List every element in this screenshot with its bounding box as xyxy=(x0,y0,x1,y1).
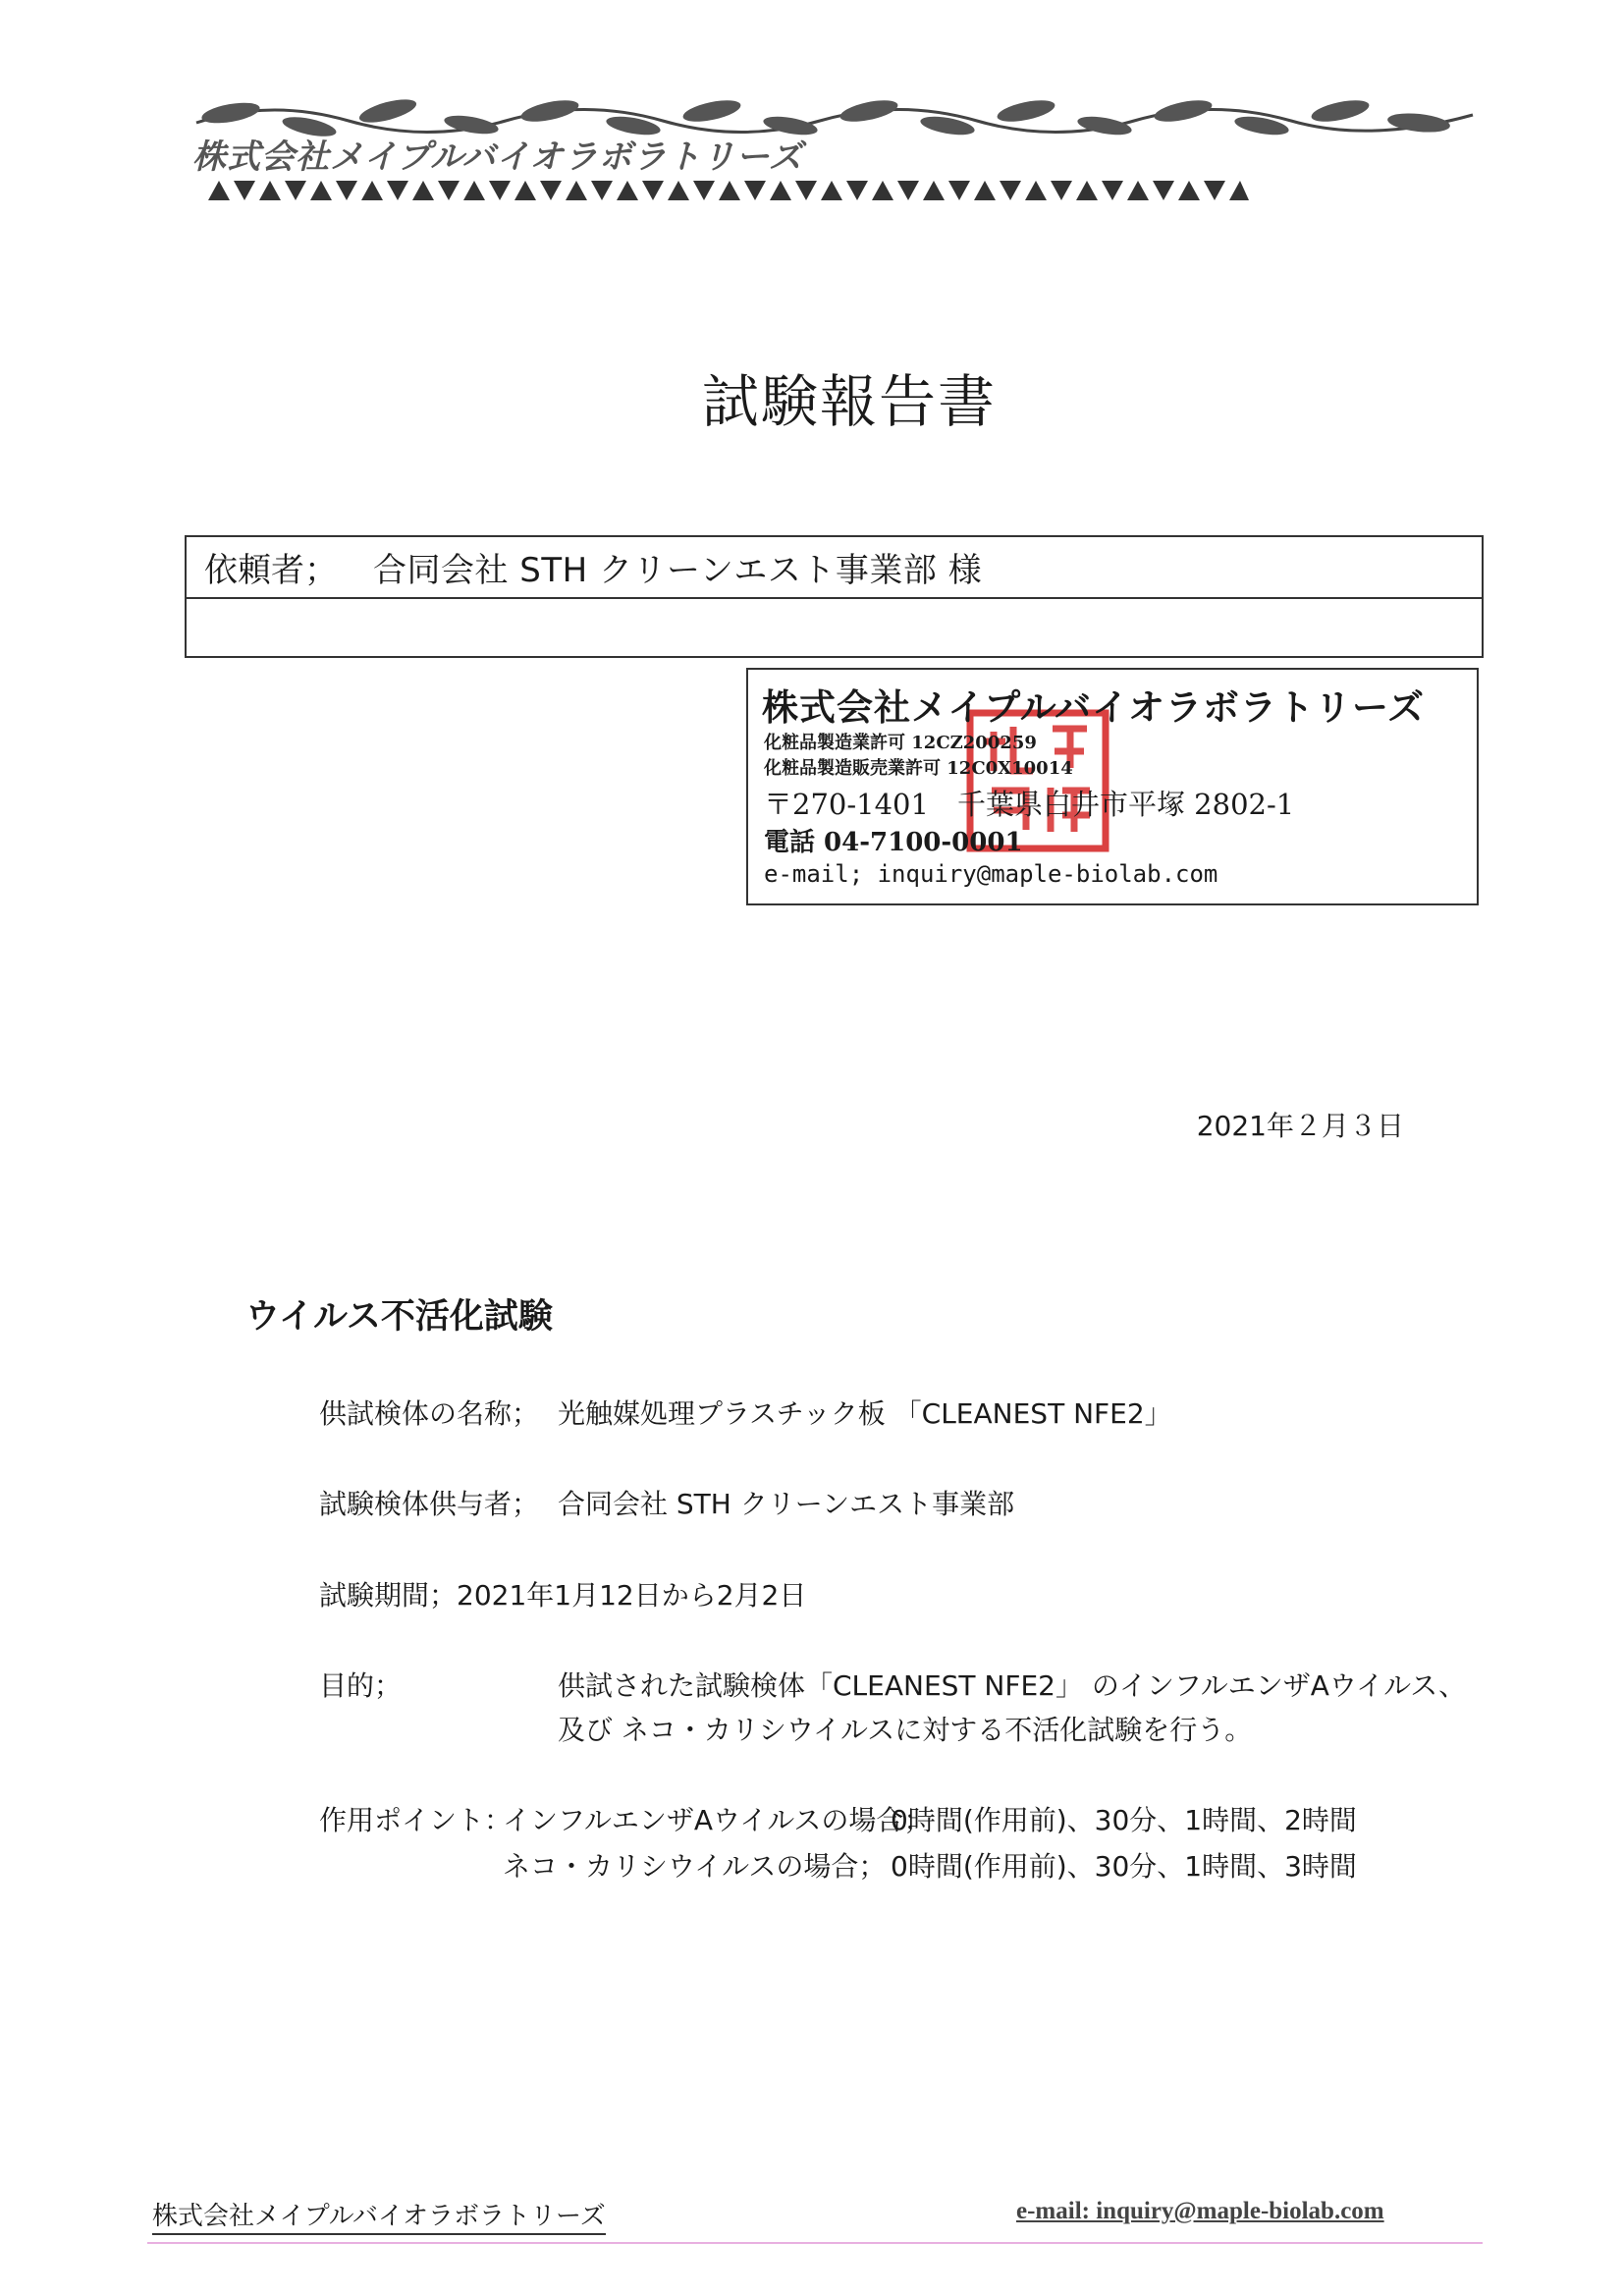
footer-email: e-mail: inquiry@maple-biolab.com xyxy=(1016,2198,1384,2224)
footer-divider xyxy=(147,2242,1483,2244)
sample-supplier-value: 合同会社 STH クリーンエスト事業部 xyxy=(558,1488,1015,1520)
lab-license-manufacturing: 化粧品製造業許可 12CZ200259 xyxy=(764,733,1037,753)
action-points-label: 作用ポイント： xyxy=(319,1804,513,1836)
page-title: 試験報告書 xyxy=(701,368,997,435)
test-period: 試験期間；2021年1月12日から2月2日 xyxy=(319,1579,807,1612)
client-label: 依頼者； xyxy=(204,551,338,590)
purpose-label: 目的； xyxy=(319,1669,403,1702)
lab-address: 〒270-1401 千葉県白井市平塚 2802-1 xyxy=(764,788,1295,821)
purpose-text-line2: 及び ネコ・カリシウイルスに対する不活化試験を行う。 xyxy=(558,1714,1253,1746)
sample-name-label: 供試検体の名称； xyxy=(319,1397,540,1430)
lab-telephone: 電話 04-7100-0001 xyxy=(764,828,1023,857)
lab-email: e-mail; inquiry@maple-biolab.com xyxy=(764,860,1218,888)
calicivirus-case-label: ネコ・カリシウイルスの場合； xyxy=(503,1850,887,1883)
client-value: 合同会社 STH クリーンエスト事業部 様 xyxy=(373,551,983,590)
purpose-text-line1: 供試された試験検体「CLEANEST NFE2」 のインフルエンザAウイルス、 xyxy=(558,1669,1467,1702)
influenza-case-label: インフルエンザAウイルスの場合； xyxy=(503,1804,932,1836)
header-company-name: 株式会社メイプルバイオラボラトリーズ xyxy=(192,137,803,177)
calicivirus-time-points: 0時間(作用前)、30分、1時間、3時間 xyxy=(891,1850,1357,1883)
footer-company-name: 株式会社メイプルバイオラボラトリーズ xyxy=(152,2196,606,2235)
client-box xyxy=(185,535,1484,658)
sample-name-value: 光触媒処理プラスチック板 「CLEANEST NFE2」 xyxy=(558,1397,1172,1430)
sample-supplier-label: 試験検体供与者； xyxy=(319,1488,540,1520)
influenza-time-points: 0時間(作用前)、30分、1時間、2時間 xyxy=(891,1804,1357,1836)
lab-name: 株式会社メイプルバイオラボラトリーズ xyxy=(762,686,1426,729)
lab-info-box xyxy=(746,668,1479,905)
section-title: ウイルス不活化試験 xyxy=(245,1297,553,1337)
header-triangle-border xyxy=(208,179,1249,202)
lab-license-sales: 化粧品製造販売業許可 12C0X10014 xyxy=(764,758,1073,779)
report-date: 2021年２月３日 xyxy=(1196,1110,1404,1142)
client-row xyxy=(187,537,1482,599)
